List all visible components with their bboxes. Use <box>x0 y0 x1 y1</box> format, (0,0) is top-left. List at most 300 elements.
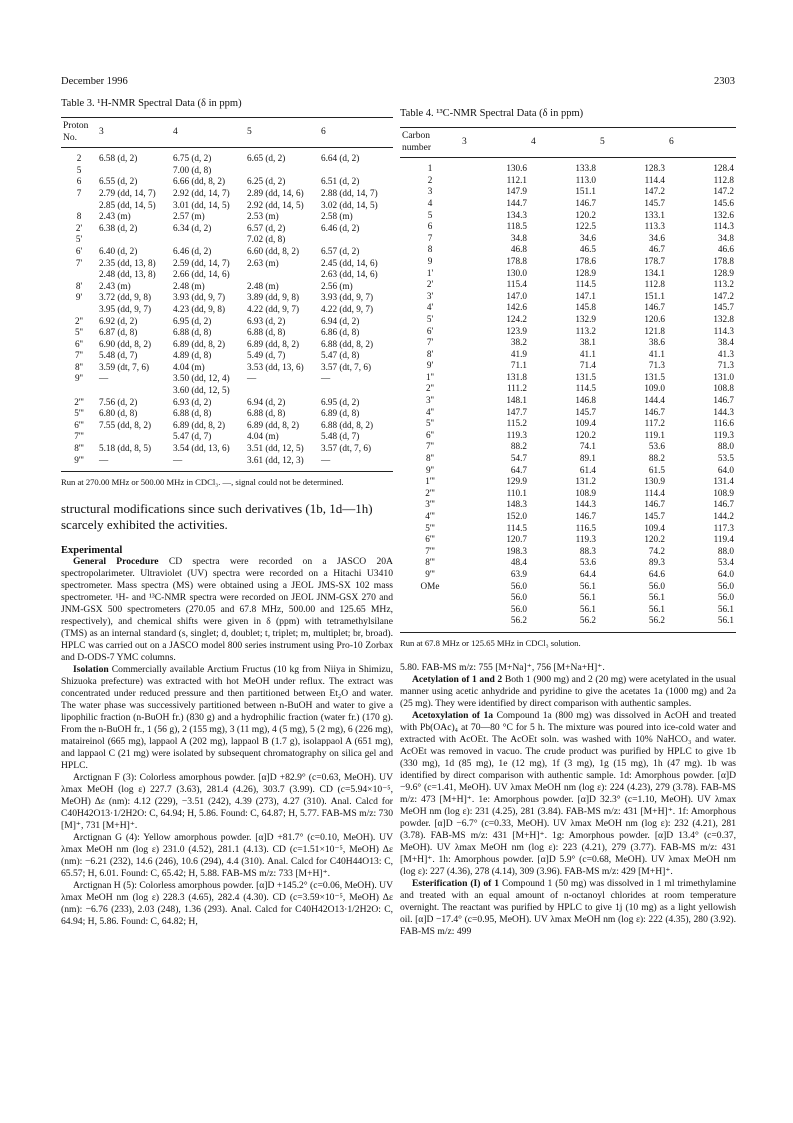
table-cell: 71.4 <box>579 360 596 371</box>
paragraph <box>61 556 393 664</box>
row-label: 1' <box>426 267 434 278</box>
paragraph-body: Both 1 (900 mg) and 2 (20 mg) were acetylated in the usual manner using acetic anhydride and pyridine to give the acetates 1a (1000 mg) and 2a (25 mg). They were identified by direct comparison with authentic samples. <box>400 673 736 709</box>
table-cell <box>97 431 171 443</box>
row-label <box>61 385 97 397</box>
table-cell: 6.66 (dd, 8, 2) <box>173 176 226 187</box>
row-label: 7'' <box>426 441 434 452</box>
table-row <box>61 420 393 432</box>
table-row <box>400 314 736 326</box>
row-label: 5 <box>427 209 433 220</box>
paragraph <box>61 880 393 928</box>
row-label: 9'' <box>75 373 83 384</box>
table-cell: 56.2 <box>460 615 529 632</box>
table-cell: 71.3 <box>648 360 665 371</box>
table-cell: 34.6 <box>579 232 596 243</box>
table-cell: 89.1 <box>579 453 596 464</box>
row-label: 6''' <box>74 419 84 430</box>
table-cell: 7.02 (d, 8) <box>247 234 286 245</box>
table-cell: 7.00 (d, 8) <box>173 164 212 175</box>
table-cell: 2.48 (dd, 13, 8) <box>99 269 156 280</box>
table-row <box>61 304 393 316</box>
running-date: December 1996 <box>61 76 128 87</box>
row-label: 9' <box>426 360 434 371</box>
table-cell: 6.25 (d, 2) <box>247 176 286 187</box>
table-cell: 6.89 (dd, 8, 2) <box>247 338 300 349</box>
table-cell: 151.1 <box>575 186 596 197</box>
table-cell: 115.4 <box>506 279 527 290</box>
paragraph <box>61 832 393 880</box>
table-row <box>61 350 393 362</box>
table-cell: 147.2 <box>713 186 734 197</box>
paragraph-heading: Acetylation of 1 and 2 <box>412 673 503 685</box>
row-label: 7''' <box>74 431 84 442</box>
table-cell: — <box>319 455 393 472</box>
row-label: 2 <box>76 153 82 164</box>
table-cell: 2.48 (m) <box>247 280 279 291</box>
row-label: 5'' <box>75 327 83 338</box>
table-cell: — <box>99 373 109 384</box>
table-row <box>400 615 736 632</box>
table-row <box>61 431 393 443</box>
table-cell: 114.4 <box>644 174 665 185</box>
table-cell: 3.72 (dd, 9, 8) <box>99 292 152 303</box>
column-header: Proton No. <box>61 118 97 148</box>
row-label: 2'' <box>75 315 83 326</box>
table-cell: 38.2 <box>510 337 527 348</box>
table-row <box>400 221 736 233</box>
table-cell: 46.5 <box>579 244 596 255</box>
table-cell: 56.1 <box>579 580 596 591</box>
table-cell: 38.1 <box>579 337 596 348</box>
table-cell: 128.4 <box>713 163 734 174</box>
row-label: 9'' <box>426 464 434 475</box>
table-cell: 6.93 (d, 2) <box>247 315 286 326</box>
paragraph-body: CD spectra were recorded on a JASCO 20A spectropolarimeter. Ultraviolet (UV) spectra were recorded on a Hitachi U3410 spectrometer. Mass spectra (MS) were obtained using a JEOL JMS-SX 102 mass spectrometer. ¹H- and ¹³C-NMR spectra were recorded on JEOL JNM-GSX 270 and JNM-GSX 500 spectrometers (270.05 and 67.8 MHz, 500.00 and 125.65 MHz, respectively), and chemical shifts were given in δ (ppm) with tetramethylsilane (TMS) as an internal standard (s, singlet; d, doublet; t, triplet; m, multiplet; br, broad). HPLC was carried out on a JASCO model 800 series instrument using Pro-10 Zorbax and D-ODS-7 YMC columns. <box>61 556 393 664</box>
table-cell: 108.8 <box>713 383 734 394</box>
table-cell: 146.7 <box>644 499 665 510</box>
table-cell: 41.9 <box>510 348 527 359</box>
table-cell: 56.1 <box>717 603 734 614</box>
row-label: 2' <box>426 279 434 290</box>
table-cell: 4.04 (m) <box>173 361 205 372</box>
table-cell: 144.3 <box>575 499 596 510</box>
table-cell: 74.2 <box>648 545 665 556</box>
row-label: 8''' <box>425 557 435 568</box>
table-cell: 56.2 <box>598 615 667 632</box>
table-cell <box>97 385 171 397</box>
table-row <box>400 360 736 372</box>
table-cell: 88.2 <box>510 441 527 452</box>
table-cell: 2.63 (dd, 14, 6) <box>321 269 378 280</box>
row-label <box>61 304 97 316</box>
table-cell: 6.87 (d, 8) <box>99 327 138 338</box>
table-cell: 6.88 (d, 8) <box>173 408 212 419</box>
table-cell: 6.95 (d, 2) <box>173 315 212 326</box>
table-row <box>61 281 393 293</box>
table-cell: 120.2 <box>575 429 596 440</box>
table-cell <box>319 385 393 397</box>
table-cell: — <box>171 455 245 472</box>
table-cell: 56.0 <box>717 580 734 591</box>
table-cell: 64.4 <box>579 568 596 579</box>
row-label: 6''' <box>425 534 435 545</box>
table-cell: 116.5 <box>575 522 596 533</box>
table-cell: 3.54 (dd, 13, 6) <box>173 443 230 454</box>
table-cell: 2.43 (m) <box>99 211 131 222</box>
table-cell: 2.58 (m) <box>321 211 353 222</box>
table-cell: 71.3 <box>717 360 734 371</box>
table-cell: 133.1 <box>644 209 665 220</box>
table-cell: 2.48 (m) <box>173 280 205 291</box>
paragraph-body: Compound 1a (800 mg) was dissolved in AcOH and treated with Pb(OAc)₄ at 70—80 °C for 5 h. The mixture was poured into ice-cold water and extracted with AcOEt. The AcOEt soln. was washed with 10% NaHCO₃ and water. AcOEt was removed in vacuo. The crude product was purified by HPLC to give 1b (330 mg), 1d (85 mg), 1e (12 mg), 1f (3 mg), 1g (15 mg), 1h (47 mg). 1b was identified by direct comparison with authentic sample. 1d: Amorphous powder. [α]D −9.6° (c=1.41, MeOH). UV λmax MeOH nm (log ε): 224 (4.23), 279 (3.78). FAB-MS m/z: 473 [M+H]⁺. 1e: Amorphous powder. [α]D 32.3° (c=1.10, MeOH). UV λmax MeOH nm (log ε): 231 (4.25), 281 (3.84). FAB-MS m/z: 431 [M+H]⁺. 1f: Amorphous powder. [α]D −6.7° (c=0.33, MeOH). UV λmax MeOH nm (log ε): 232 (4.21), 281 (3.78). FAB-MS m/z: 431 [M+H]⁺. 1g: Amorphous powder. [α]D 13.4° (c=0.37, MeOH). UV λmax MeOH nm (log ε): 223 (4.21), 279 (3.77). FAB-MS m/z: 431 [M+H]⁺. 1h: Amorphous powder. [α]D 5.9° (c=0.68, MeOH). UV λmax MeOH nm (log ε): 227 (4.36), 278 (4.14), 309 (3.96). FAB-MS m/z: 429 [M+H]⁺. <box>400 709 736 877</box>
table-cell: 146.7 <box>644 406 665 417</box>
row-label: 3''' <box>425 499 435 510</box>
table-cell: 117.3 <box>713 522 734 533</box>
row-label: 2' <box>75 222 83 233</box>
table-cell: 64.7 <box>510 464 527 475</box>
row-label <box>400 615 460 632</box>
table-row <box>400 488 736 500</box>
table-cell: 6.88 (dd, 8, 2) <box>321 338 374 349</box>
row-label: 4'' <box>426 406 434 417</box>
row-label: 7'' <box>75 350 83 361</box>
continued-text: structural modifications since such derivatives (1b, 1d—1h) scarcely exhibited the activities. <box>61 501 373 533</box>
table-cell: 6.88 (d, 8) <box>247 408 286 419</box>
row-label: 1''' <box>425 476 435 487</box>
table-cell: 3.02 (dd, 14, 5) <box>321 199 378 210</box>
table-cell: 109.4 <box>575 418 596 429</box>
table-cell: 119.3 <box>713 429 734 440</box>
table-cell <box>97 234 171 246</box>
table-row <box>61 443 393 455</box>
table-cell: 131.5 <box>644 371 665 382</box>
table-cell: 124.2 <box>506 313 527 324</box>
table-cell: 132.8 <box>713 313 734 324</box>
row-label: 8'' <box>75 361 83 372</box>
table-cell: 114.5 <box>575 383 596 394</box>
table-cell: 108.9 <box>713 487 734 498</box>
table-cell: 5.18 (dd, 8, 5) <box>99 443 152 454</box>
row-label: 5''' <box>74 408 84 419</box>
table-cell: 133.8 <box>575 163 596 174</box>
row-label: 5 <box>76 164 82 175</box>
table-row <box>400 441 736 453</box>
table-cell <box>319 165 393 177</box>
table-row <box>400 604 736 616</box>
table-cell: 109.4 <box>644 522 665 533</box>
table-cell: 6.86 (d, 8) <box>321 327 360 338</box>
table-row <box>61 223 393 235</box>
column-header: 3 <box>97 118 171 148</box>
table-cell: 56.0 <box>510 603 527 614</box>
paragraph-heading: Esterification (I) of 1 <box>412 877 500 889</box>
table-cell: 6.51 (d, 2) <box>321 176 360 187</box>
table-cell: 178.8 <box>506 255 527 266</box>
table-cell: 144.7 <box>506 197 527 208</box>
table-row <box>400 291 736 303</box>
table-cell: 64.0 <box>717 464 734 475</box>
table-cell: 48.4 <box>510 557 527 568</box>
table-cell <box>319 234 393 246</box>
table-cell: 147.2 <box>713 290 734 301</box>
table-cell: 3.51 (dd, 12, 5) <box>247 443 304 454</box>
table-cell: 115.2 <box>506 418 527 429</box>
table-row <box>61 234 393 246</box>
paragraph-body: Compound 1 (50 mg) was dissolved in 1 ml trimethylamine and treated with an equal amount of n-octanoyl chlorides at room temperature overnight. The reactant was purified by HPLC to give 1j (10 mg) as a light yellowish oil. [α]D −17.4° (c=0.95, MeOH). UV λmax MeOH nm (log ε): 222 (4.35), 280 (3.92). FAB-MS m/z: 499 <box>400 877 737 937</box>
paragraph-heading: General Procedure <box>73 556 159 568</box>
table-row <box>61 362 393 374</box>
table-cell: 6.89 (dd, 8, 2) <box>173 419 226 430</box>
table-cell: 3.57 (dt, 7, 6) <box>321 361 372 372</box>
column-header: 5 <box>245 118 319 148</box>
table-cell: 6.38 (d, 2) <box>99 222 138 233</box>
table-cell: 5.48 (d, 7) <box>99 350 138 361</box>
table-cell: 130.9 <box>644 476 665 487</box>
row-label: 6 <box>76 176 82 187</box>
table3-note: Run at 270.00 MHz or 500.00 MHz in CDCl₃. —, signal could not be determined. <box>61 477 344 488</box>
row-label: 6'' <box>426 429 434 440</box>
table-cell: 121.8 <box>644 325 665 336</box>
table-row <box>400 198 736 210</box>
table-cell: 6.40 (d, 2) <box>99 245 138 256</box>
row-label: 8 <box>427 244 433 255</box>
table-cell: 130.0 <box>506 267 527 278</box>
row-label <box>61 200 97 212</box>
table-row <box>61 165 393 177</box>
table-cell: 2.88 (dd, 14, 7) <box>321 187 378 198</box>
table-cell: 63.9 <box>510 568 527 579</box>
table-cell: 109.0 <box>644 383 665 394</box>
table-cell: 6.55 (d, 2) <box>99 176 138 187</box>
table-cell: 53.4 <box>717 557 734 568</box>
table-row <box>400 523 736 535</box>
table-cell: 38.6 <box>648 337 665 348</box>
table-cell: 147.7 <box>506 406 527 417</box>
table-cell: 3.93 (dd, 9, 7) <box>173 292 226 303</box>
table-row <box>400 557 736 569</box>
table-cell: 123.9 <box>506 325 527 336</box>
table-cell: 147.9 <box>506 186 527 197</box>
table-cell: 147.1 <box>575 290 596 301</box>
table-cell: 56.0 <box>510 580 527 591</box>
table-row <box>61 339 393 351</box>
table-cell: 53.6 <box>648 441 665 452</box>
table-cell: 116.6 <box>713 418 734 429</box>
table-cell: 146.8 <box>575 395 596 406</box>
table-cell: 74.1 <box>579 441 596 452</box>
paragraph <box>400 710 736 878</box>
table-row <box>400 372 736 384</box>
table-cell: 142.6 <box>506 302 527 313</box>
table-cell: 2.92 (dd, 14, 7) <box>173 187 230 198</box>
table-cell: 2.92 (dd, 14, 5) <box>247 199 304 210</box>
table-row <box>61 188 393 200</box>
row-label: 1 <box>427 163 433 174</box>
table-cell: 120.6 <box>644 313 665 324</box>
row-label: 4''' <box>425 511 435 521</box>
table3-header-row <box>61 118 393 148</box>
table-row <box>61 385 393 397</box>
row-label: 8' <box>426 348 434 359</box>
table-row <box>400 268 736 280</box>
table4-c-nmr <box>400 127 736 633</box>
table-row <box>61 269 393 281</box>
table-cell: 88.0 <box>717 441 734 452</box>
table-cell: 144.2 <box>713 511 734 521</box>
table-cell: 2.89 (dd, 14, 6) <box>247 187 304 198</box>
table-cell: — <box>321 373 331 384</box>
table3-h-nmr <box>61 117 393 472</box>
row-label: 3' <box>426 290 434 301</box>
table-cell: 3.95 (dd, 9, 7) <box>99 303 152 314</box>
table-cell: 56.1 <box>648 592 665 603</box>
table-cell: 46.6 <box>717 244 734 255</box>
table-cell: 146.7 <box>644 302 665 313</box>
table-cell: 6.88 (dd, 8, 2) <box>321 419 374 430</box>
table-cell: 41.1 <box>648 348 665 359</box>
paragraph <box>61 664 393 772</box>
table-cell: 2.59 (dd, 14, 7) <box>173 257 230 268</box>
row-label: 6'' <box>75 338 83 349</box>
table-cell: 4.22 (dd, 9, 7) <box>247 303 300 314</box>
table-cell: 2.53 (m) <box>247 211 279 222</box>
table-cell: 46.7 <box>648 244 665 255</box>
table-cell: 6.57 (d, 2) <box>247 222 286 233</box>
table-cell: 2.79 (dd, 14, 7) <box>99 187 156 198</box>
paragraph-heading: Isolation <box>73 664 109 676</box>
table-cell: 6.88 (d, 8) <box>173 327 212 338</box>
table-row <box>61 408 393 420</box>
table-cell: 113.2 <box>575 325 596 336</box>
column-header: 6 <box>319 118 393 148</box>
table-cell: 120.7 <box>506 534 527 545</box>
table-cell: 145.7 <box>644 197 665 208</box>
table-cell: 56.0 <box>717 592 734 603</box>
table-cell: 117.2 <box>644 418 665 429</box>
table-row <box>400 383 736 395</box>
table-cell: 118.5 <box>506 221 527 232</box>
table-row <box>400 256 736 268</box>
table-cell: 56.1 <box>579 592 596 603</box>
table-cell: 2.45 (dd, 14, 6) <box>321 257 378 268</box>
table-cell: 146.7 <box>713 395 734 406</box>
table-cell: 145.8 <box>575 302 596 313</box>
table-row <box>61 200 393 212</box>
table-cell: — <box>247 373 257 384</box>
table-cell: 6.89 (d, 8) <box>321 408 360 419</box>
table-cell: 2.85 (dd, 14, 5) <box>99 199 156 210</box>
table-cell: 134.1 <box>644 267 665 278</box>
row-label: 8'' <box>426 453 434 464</box>
table-cell: 112.8 <box>713 174 734 185</box>
table-cell: 147.0 <box>506 290 527 301</box>
table-cell: 4.89 (d, 8) <box>173 350 212 361</box>
row-label: 6' <box>75 245 83 256</box>
column-header: Carbon number <box>400 128 460 158</box>
table-cell: 4.22 (dd, 9, 7) <box>321 303 374 314</box>
table-cell: 53.5 <box>717 453 734 464</box>
table-cell: 6.65 (d, 2) <box>247 153 286 164</box>
table-cell: 4.23 (dd, 9, 8) <box>173 303 226 314</box>
table-cell: 151.1 <box>644 290 665 301</box>
table-cell: 114.3 <box>713 221 734 232</box>
table-row <box>400 418 736 430</box>
table-cell: 2.35 (dd, 13, 8) <box>99 257 156 268</box>
table-cell: 128.9 <box>713 267 734 278</box>
table-row <box>400 158 736 175</box>
row-label: 9''' <box>61 455 97 472</box>
table-cell: 56.1 <box>648 603 665 614</box>
table-cell: 145.7 <box>713 302 734 313</box>
row-label: 7' <box>75 257 83 268</box>
table-cell: 3.89 (dd, 9, 8) <box>247 292 300 303</box>
table-row <box>61 246 393 258</box>
table-cell: 146.7 <box>575 511 596 521</box>
table-row <box>400 546 736 558</box>
table-cell <box>97 165 171 177</box>
table-cell: 7.56 (d, 2) <box>99 396 138 407</box>
table-cell: 120.2 <box>644 534 665 545</box>
table-cell: 34.8 <box>717 232 734 243</box>
table-cell: 71.1 <box>510 360 527 371</box>
table-cell: 41.3 <box>717 348 734 359</box>
table-cell <box>245 165 319 177</box>
table-cell: 56.1 <box>579 603 596 614</box>
table-cell: 6.90 (dd, 8, 2) <box>99 338 152 349</box>
table-row <box>400 337 736 349</box>
table-cell: 119.1 <box>644 429 665 440</box>
table-cell: 131.5 <box>575 371 596 382</box>
left-column <box>61 98 393 928</box>
table-cell: 3.60 (dd, 12, 5) <box>173 385 230 396</box>
row-label: 9' <box>75 292 83 303</box>
row-label: 3 <box>427 186 433 197</box>
table-cell: 178.8 <box>713 255 734 266</box>
table4-note: Run at 67.8 MHz or 125.65 MHz in CDCl₃ solution. <box>400 637 581 648</box>
table-row <box>61 373 393 385</box>
table-cell: 34.8 <box>510 232 527 243</box>
experimental-paragraphs <box>61 556 393 928</box>
table-cell: 128.3 <box>644 163 665 174</box>
table-row <box>400 430 736 442</box>
table-cell: 54.7 <box>510 453 527 464</box>
table-cell: 112.8 <box>644 279 665 290</box>
table-cell: 119.3 <box>575 534 596 545</box>
table-row <box>400 186 736 198</box>
table-row <box>61 455 393 472</box>
table-row <box>400 395 736 407</box>
table-cell: 6.57 (d, 2) <box>321 245 360 256</box>
table-cell: 112.1 <box>506 174 527 185</box>
row-label: 5' <box>426 313 434 324</box>
table-row <box>400 581 736 593</box>
table-cell: 113.3 <box>644 221 665 232</box>
table-row <box>400 511 736 523</box>
paragraph <box>400 878 736 938</box>
row-label: 5''' <box>425 522 435 533</box>
table-cell: 89.3 <box>648 557 665 568</box>
table-cell: 131.8 <box>506 371 527 382</box>
table-cell: 56.2 <box>529 615 598 632</box>
row-label: 9''' <box>425 568 435 579</box>
table-row <box>400 476 736 488</box>
table-cell: 114.3 <box>713 325 734 336</box>
paragraph-body: Arctignan F (3): Colorless amorphous powder. [α]D +82.9° (c=0.63, MeOH). UV λmax MeOH (log ε) 227.7 (3.63), 281.4 (4.26), 303.7 (3.99). CD (c=5.94×10⁻⁵, MeOH) Δε (nm): 4.12 (229), −3.51 (242), 4.39 (273), 4.27 (310). Anal. Calcd for C40H42O13·1/2H2O: C, 64.94; H, 5.86. Found: C, 64.87; H, 5.77. FAB-MS m/z: 730 [M]⁺, 731 [M+H]⁺. <box>61 772 393 832</box>
table-cell: 130.6 <box>506 163 527 174</box>
table-cell: 3.53 (dd, 13, 6) <box>247 361 304 372</box>
table-cell: 64.0 <box>717 568 734 579</box>
table-cell: 114.5 <box>575 279 596 290</box>
